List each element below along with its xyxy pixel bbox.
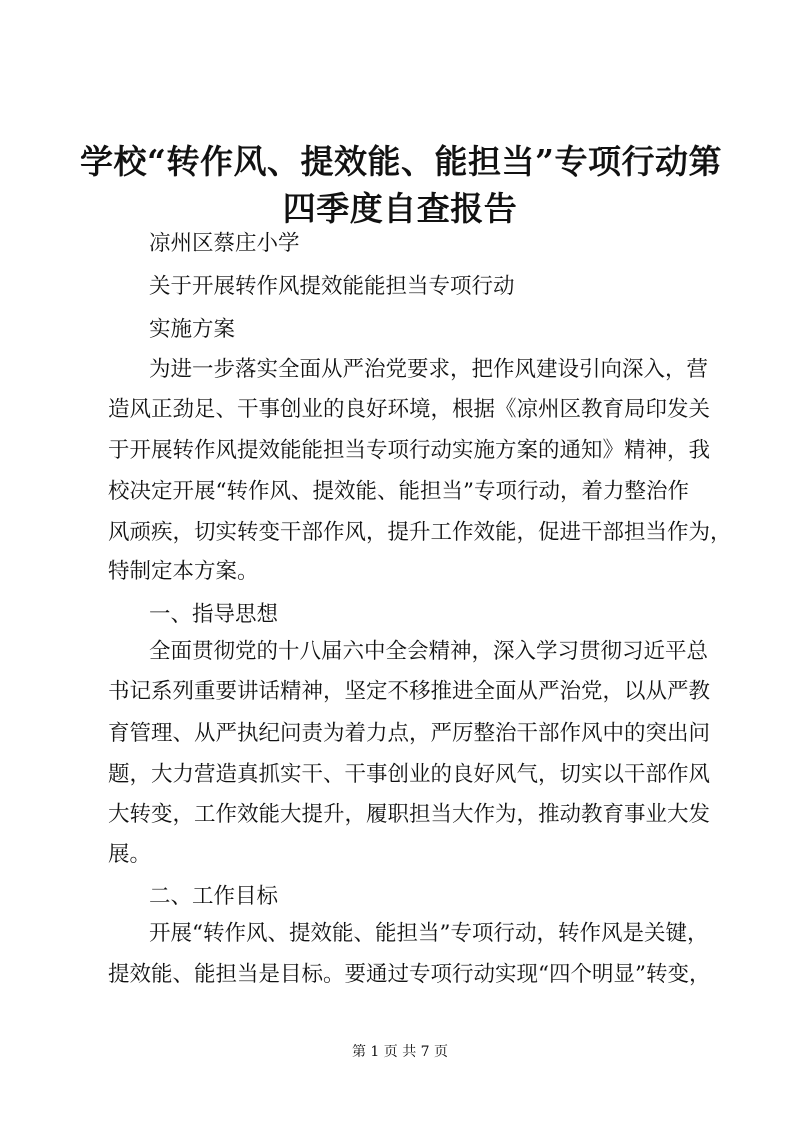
paragraph-line: 全面贯彻党的十八届六中全会精神，深入学习贯彻习近平总	[149, 639, 709, 664]
paragraph-line: 开展“转作风、提效能、能担当”专项行动，转作风是关键，	[149, 921, 709, 946]
paragraph-line: 育管理、从严执纪问责为着力点，严厉整治干部作风中的突出问	[108, 721, 711, 746]
paragraph-line: 展。	[108, 842, 152, 867]
school-name: 凉州区蔡庄小学	[149, 231, 300, 256]
page-footer: 第 1 页 共 7 页	[351, 1044, 449, 1060]
document-title-line-2: 四季度自查报告	[282, 189, 518, 228]
subtitle-line-1: 关于开展转作风提效能能担当专项行动	[149, 274, 515, 299]
section-heading-2: 二、工作目标	[149, 884, 279, 909]
paragraph-line: 题，大力营造真抓实干、干事创业的良好风气，切实以干部作风	[108, 762, 711, 787]
paragraph-line: 风顽疾，切实转变干部作风，提升工作效能，促进干部担当作为，	[108, 520, 732, 545]
paragraph-line: 特制定本方案。	[108, 559, 259, 584]
paragraph-line: 大转变，工作效能大提升，履职担当大作为，推动教育事业大发	[108, 802, 711, 827]
paragraph-line: 造风正劲足、干事创业的良好环境，根据《凉州区教育局印发关	[108, 397, 711, 422]
section-heading-1: 一、指导思想	[149, 602, 279, 627]
paragraph-line: 于开展转作风提效能能担当专项行动实施方案的通知》精神，我	[108, 438, 711, 463]
subtitle-line-2: 实施方案	[149, 317, 236, 342]
paragraph-line: 提效能、能担当是目标。要通过专项行动实现“四个明显”转变，	[108, 962, 711, 987]
paragraph-line: 为进一步落实全面从严治党要求，把作风建设引向深入，营	[149, 357, 709, 382]
document-title-line-1: 学校“转作风、提效能、能担当”专项行动第	[80, 142, 722, 181]
paragraph-line: 书记系列重要讲话精神，坚定不移推进全面从严治党，以从严教	[108, 679, 711, 704]
paragraph-line: 校决定开展“转作风、提效能、能担当”专项行动，着力整治作	[108, 479, 689, 504]
